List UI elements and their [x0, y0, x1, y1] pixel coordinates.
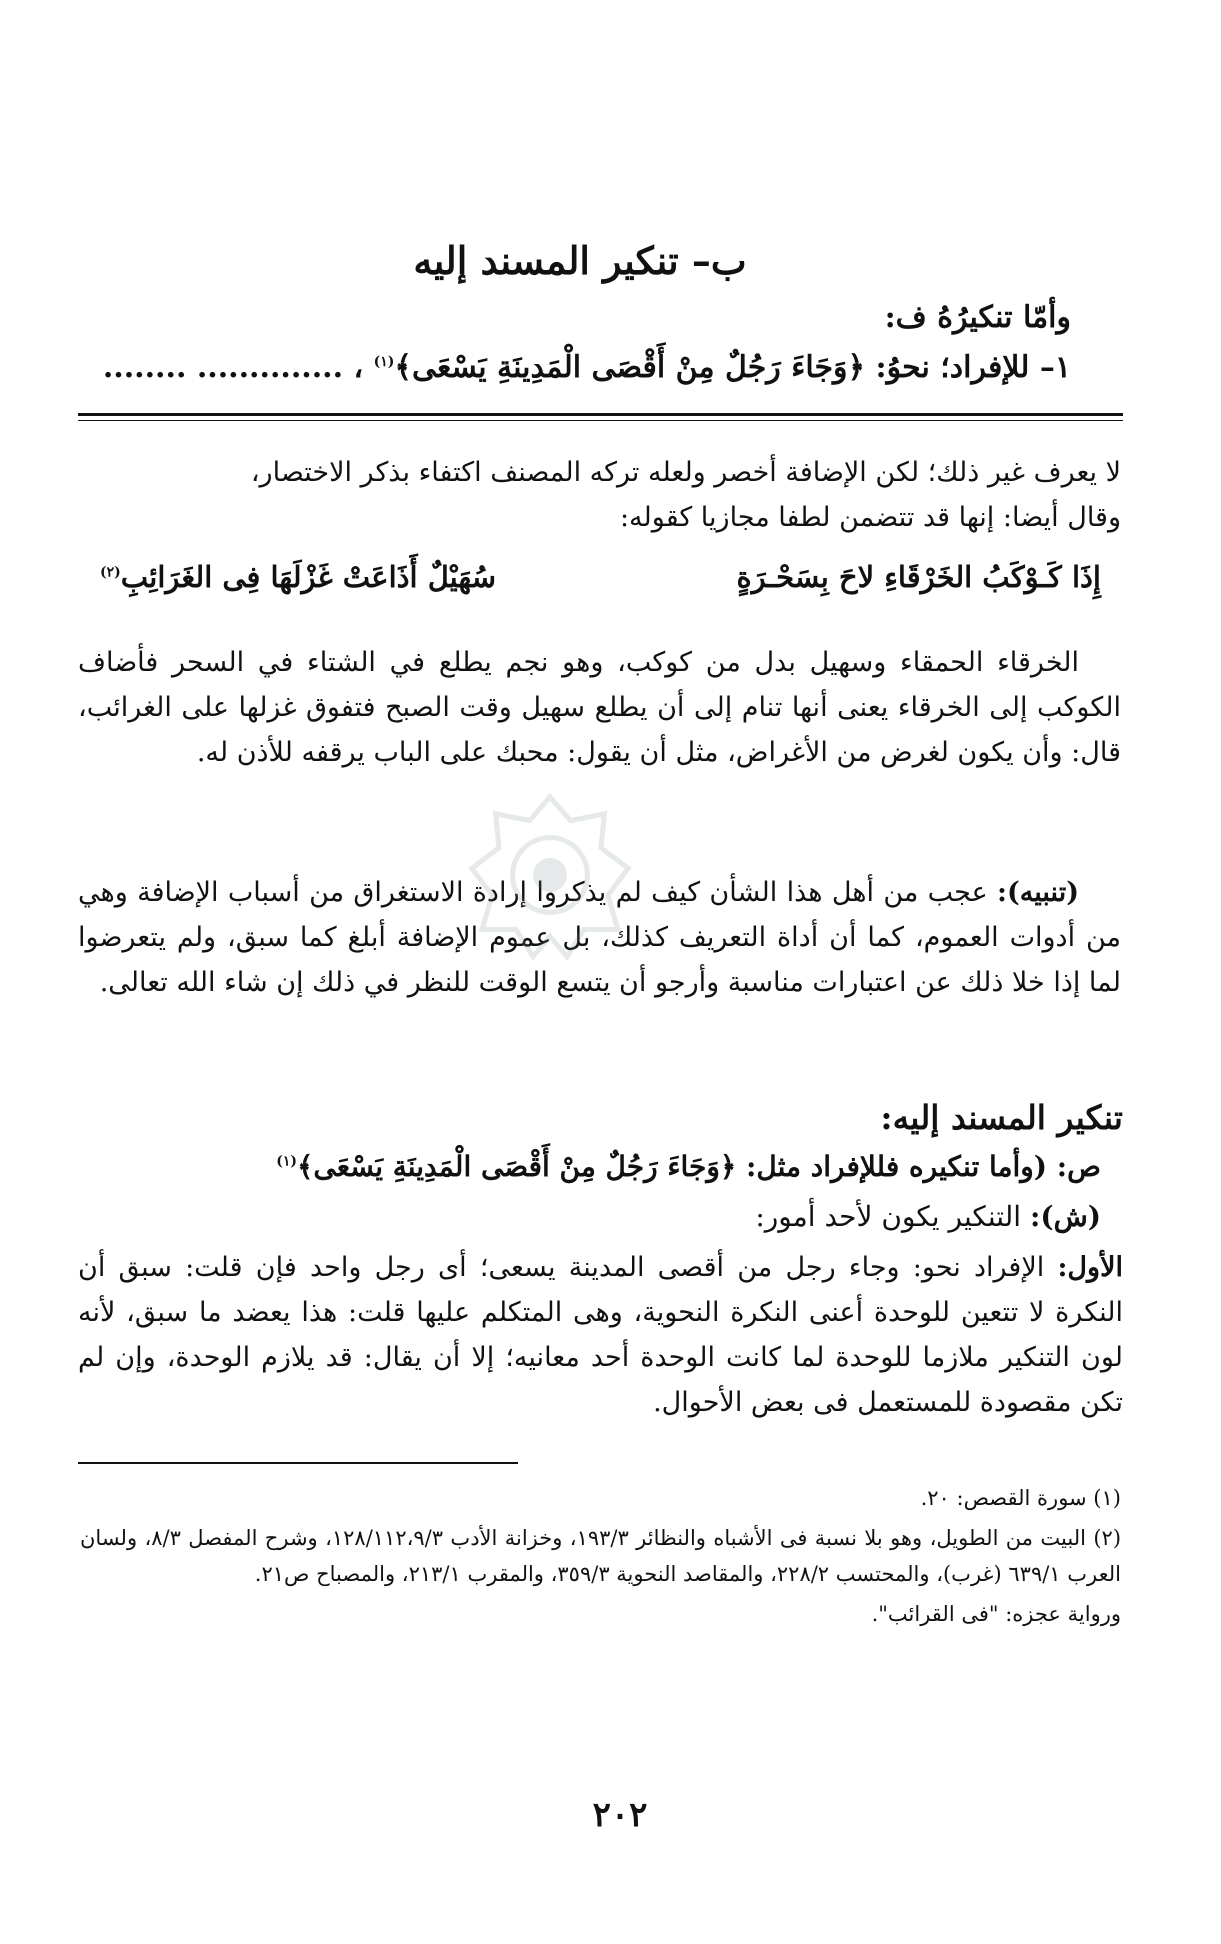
page-heading: ب– تنكير المسند إليه	[413, 238, 747, 283]
paragraph-2-text: الخرقاء الحمقاء وسهيل بدل من كوكب، وهو نجم يطلع في الشتاء في السحر فأضاف الكوكب إلى الخرقاء يعنى أنها تنام إلى أن يطلع سهيل وقت الصبح فتفوق غزلها على الغرائب، قال: وأن يكون لغرض من الأغراض، مثل أن يقول: محبك على الباب يرقفه للأذن له.	[78, 647, 1121, 768]
item1-label: ١– للإفراد؛ نحوُ:	[875, 350, 1071, 385]
first-text: الإفراد نحو: وجاء رجل من أقصى المدينة يسعى؛ أى رجل واحد فإن قلت: سبق أن النكرة لا تتعين للوحدة أعنى النكرة النحوية، وهى المتكلم عليها قلت: هذا يعضد ما سبق، لأنه لون التنكير ملازما للوحدة لما كانت الوحدة أحد معانيه؛ إلا أن يقال: قد يلازم الوحدة، وإن لم تكن مقصودة للمستعمل فى بعض الأحوال.	[78, 1252, 1123, 1418]
library-seal-icon	[465, 790, 635, 960]
verse-hemistich-1: إِذَا كَـوْكَبُ الخَرْقَاءِ لاحَ بِسَحْـرَةٍ	[736, 560, 1101, 594]
divider-thick	[78, 413, 1123, 416]
verse-footnote-mark: (٢)	[100, 564, 121, 581]
footnote-1: (١) سورة القصص: ٢٠.	[920, 1486, 1121, 1510]
note-label: (تنبيه):	[997, 877, 1079, 908]
item1-footnote-mark: (١)	[373, 354, 395, 370]
section-sh-line	[78, 1200, 1101, 1233]
paragraph-1-line-2: وقال أيضا: إنها قد تتضمن لطفا مجازيا كقوله:	[619, 502, 1121, 533]
paragraph-1	[78, 450, 1121, 540]
s-label: ص: (وأما تنكيره فللإفراد مثل:	[746, 1150, 1101, 1183]
first-label: الأول:	[1057, 1252, 1123, 1283]
sh-text: التنكير يكون لأحد أمور:	[755, 1200, 1022, 1233]
verse-hemistich-2: سُهَيْلٌ أَذَاعَتْ غَزْلَهَا فِى الغَرَائِبِ	[120, 560, 497, 594]
item1-dots: ، .............. ........	[102, 350, 364, 385]
s-quote: ﴿وَجَاءَ رَجُلٌ مِنْ أَقْصَى الْمَدِينَةِ يَسْعَى﴾	[297, 1150, 737, 1183]
section-title: تنكير المسند إليه:	[880, 1098, 1123, 1137]
divider-thin	[78, 420, 1123, 421]
poetry-verse	[100, 560, 1101, 610]
item1-quote: ﴿وَجَاءَ رَجُلٌ مِنْ أَقْصَى الْمَدِينَةِ يَسْعَى﴾	[394, 350, 866, 385]
paragraph-first	[78, 1245, 1123, 1425]
section-s-line	[78, 1150, 1101, 1183]
paragraph-1-line-1: لا يعرف غير ذلك؛ لكن الإضافة أخصر ولعله تركه المصنف اكتفاء بذكر الاختصار،	[250, 457, 1121, 488]
sh-label: (ش):	[1029, 1200, 1101, 1233]
footnote-2: (٢) البيت من الطويل، وهو بلا نسبة فى الأشباه والنظائر ١٩٣/٣، وخزانة الأدب ١٢٨/١١٢،٩/٣، وشرح المفصل ٨/٣، ولسان العرب ٦٣٩/١ (غرب)، والمحتسب ٢٢٨/٢، والمقاصد النحوية ٣٥٩/٣، والمقرب ٢١٣/١، والمصباح ص٢١.	[80, 1526, 1122, 1586]
note-text: عجب من أهل هذا الشأن كيف لم يذكروا إرادة الاستغراق من أسباب الإضافة وهي من أدوات العموم، كما أن أداة التعريف كذلك، بل عموم الإضافة أبلغ كما سبق، ولم يتعرضوا لما إذا خلا ذلك عن اعتبارات مناسبة وأرجو أن يتسع الوقت للنظر في ذلك إن شاء الله تعالى.	[78, 877, 1121, 998]
paragraph-2	[78, 640, 1121, 775]
s-footnote-mark: (١)	[276, 1153, 297, 1170]
matn-intro: وأمّا تنكيرُهُ ف:	[884, 300, 1071, 335]
footnote-divider	[78, 1462, 518, 1464]
page-number: ٢٠٢	[592, 1795, 648, 1835]
footnotes	[80, 1480, 1121, 1636]
matn-item-1	[102, 350, 1071, 385]
footnote-2-continued: ورواية عجزه: "فى القرائب".	[871, 1602, 1121, 1626]
